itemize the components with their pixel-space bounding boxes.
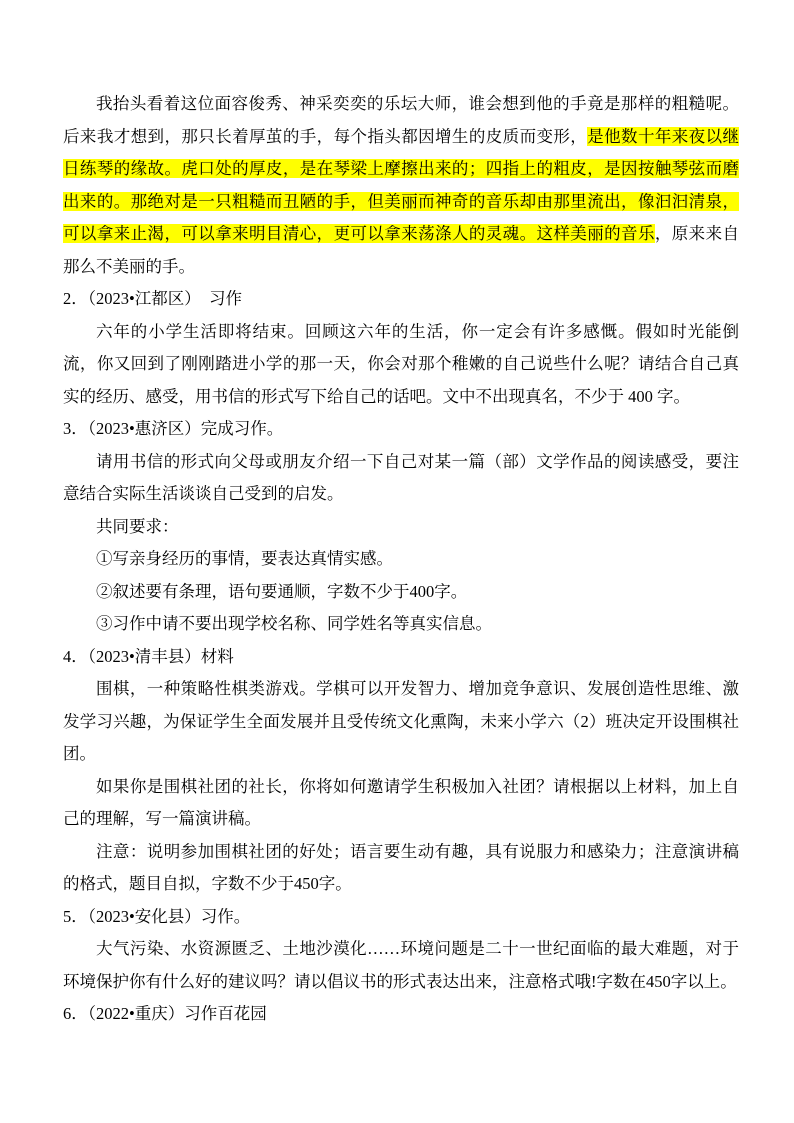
text-segment: ①写亲身经历的事情，要表达真情实感。 — [96, 549, 393, 568]
text-segment: 我抬头看着这位面容俊秀、神采奕奕的乐坛大师，谁会想到他的手竟是那样的粗糙呢。后来我才想到，那只长着厚茧的手，每个指头都因增生的皮质而变形， — [63, 94, 739, 146]
question-3-requirement-2 — [63, 576, 739, 609]
question-2-prompt — [63, 316, 739, 414]
document-content — [63, 88, 739, 1031]
question-3-requirements-label — [63, 511, 739, 544]
text-segment: 4．（2023•清丰县）材料 — [63, 646, 234, 666]
question-6-heading — [63, 998, 739, 1031]
question-4-task — [63, 771, 739, 836]
question-2-heading — [63, 283, 739, 316]
text-segment: 注意：说明参加围棋社团的好处；语言要生动有趣，具有说服力和感染力；注意演讲稿的格式，题目自拟，字数不少于450字。 — [63, 841, 739, 893]
text-segment: 2．（2023•江都区） 习作 — [63, 289, 243, 308]
question-3-prompt — [63, 446, 739, 511]
text-segment: 围棋，一种策略性棋类游戏。学棋可以开发智力、增加竞争意识、发展创造性思维、激发学习兴趣，为保证学生全面发展并且受传统文化熏陶，未来小学六（2）班决定开设围棋社团。 — [63, 679, 739, 763]
text-segment: 共同要求： — [96, 516, 179, 536]
question-5-heading — [63, 901, 739, 934]
text-segment: 3．（2023•惠济区）完成习作。 — [63, 419, 284, 438]
passage-paragraph — [63, 88, 739, 283]
question-3-heading — [63, 413, 739, 446]
text-segment: 请用书信的形式向父母或朋友介绍一下自己对某一篇（部）文学作品的阅读感受，要注意结合实际生活谈谈自己受到的启发。 — [63, 451, 739, 503]
question-4-notes — [63, 836, 739, 901]
text-segment: 如果你是围棋社团的社长，你将如何邀请学生积极加入社团？请根据以上材料，加上自己的理解，写一篇演讲稿。 — [63, 776, 739, 828]
question-4-heading — [63, 641, 739, 674]
text-segment: 六年的小学生活即将结束。回顾这六年的生活，你一定会有许多感慨。假如时光能倒流，你又回到了刚刚踏进小学的那一天，你会对那个稚嫩的自己说些什么呢？请结合自己真实的经历、感受，用书信的形式写下给自己的话吧。文中不出现真名，不少于 400 字。 — [63, 321, 739, 406]
question-5-prompt — [63, 933, 739, 998]
highlighted-text-segment: 是他数十年来夜以继日练琴的缘故。虎口处的厚皮，是在琴梁上摩擦出来的；四指上的粗皮，是因按触琴弦而磨出来的。那绝对是一只粗糙而丑陋的手，但美丽而神奇的音乐却由那里流出，像汩汩清泉，可以拿来止渴，可以拿来明目清心，更可以拿来荡涤人的灵魂。这样美丽的音乐 — [63, 126, 740, 243]
text-segment: 5．（2023•安化县）习作。 — [63, 906, 251, 926]
text-segment: ③习作中请不要出现学校名称、同学姓名等真实信息。 — [96, 614, 492, 633]
text-segment: ，原来来自那么不美丽的手。 — [63, 224, 740, 276]
text-segment: 大气污染、水资源匮乏、土地沙漠化……环境问题是二十一世纪面临的最大难题，对于环境保护你有什么好的建议吗？请以倡议书的形式表达出来，注意格式哦!字数在450字以上。 — [63, 939, 739, 991]
text-segment: 6．（2022•重庆）习作百花园 — [63, 1004, 267, 1023]
question-3-requirement-3 — [63, 608, 739, 641]
question-3-requirement-1 — [63, 543, 739, 576]
text-segment: ②叙述要有条理，语句要通顺，字数不少于400字。 — [96, 581, 468, 601]
question-4-material — [63, 673, 739, 771]
